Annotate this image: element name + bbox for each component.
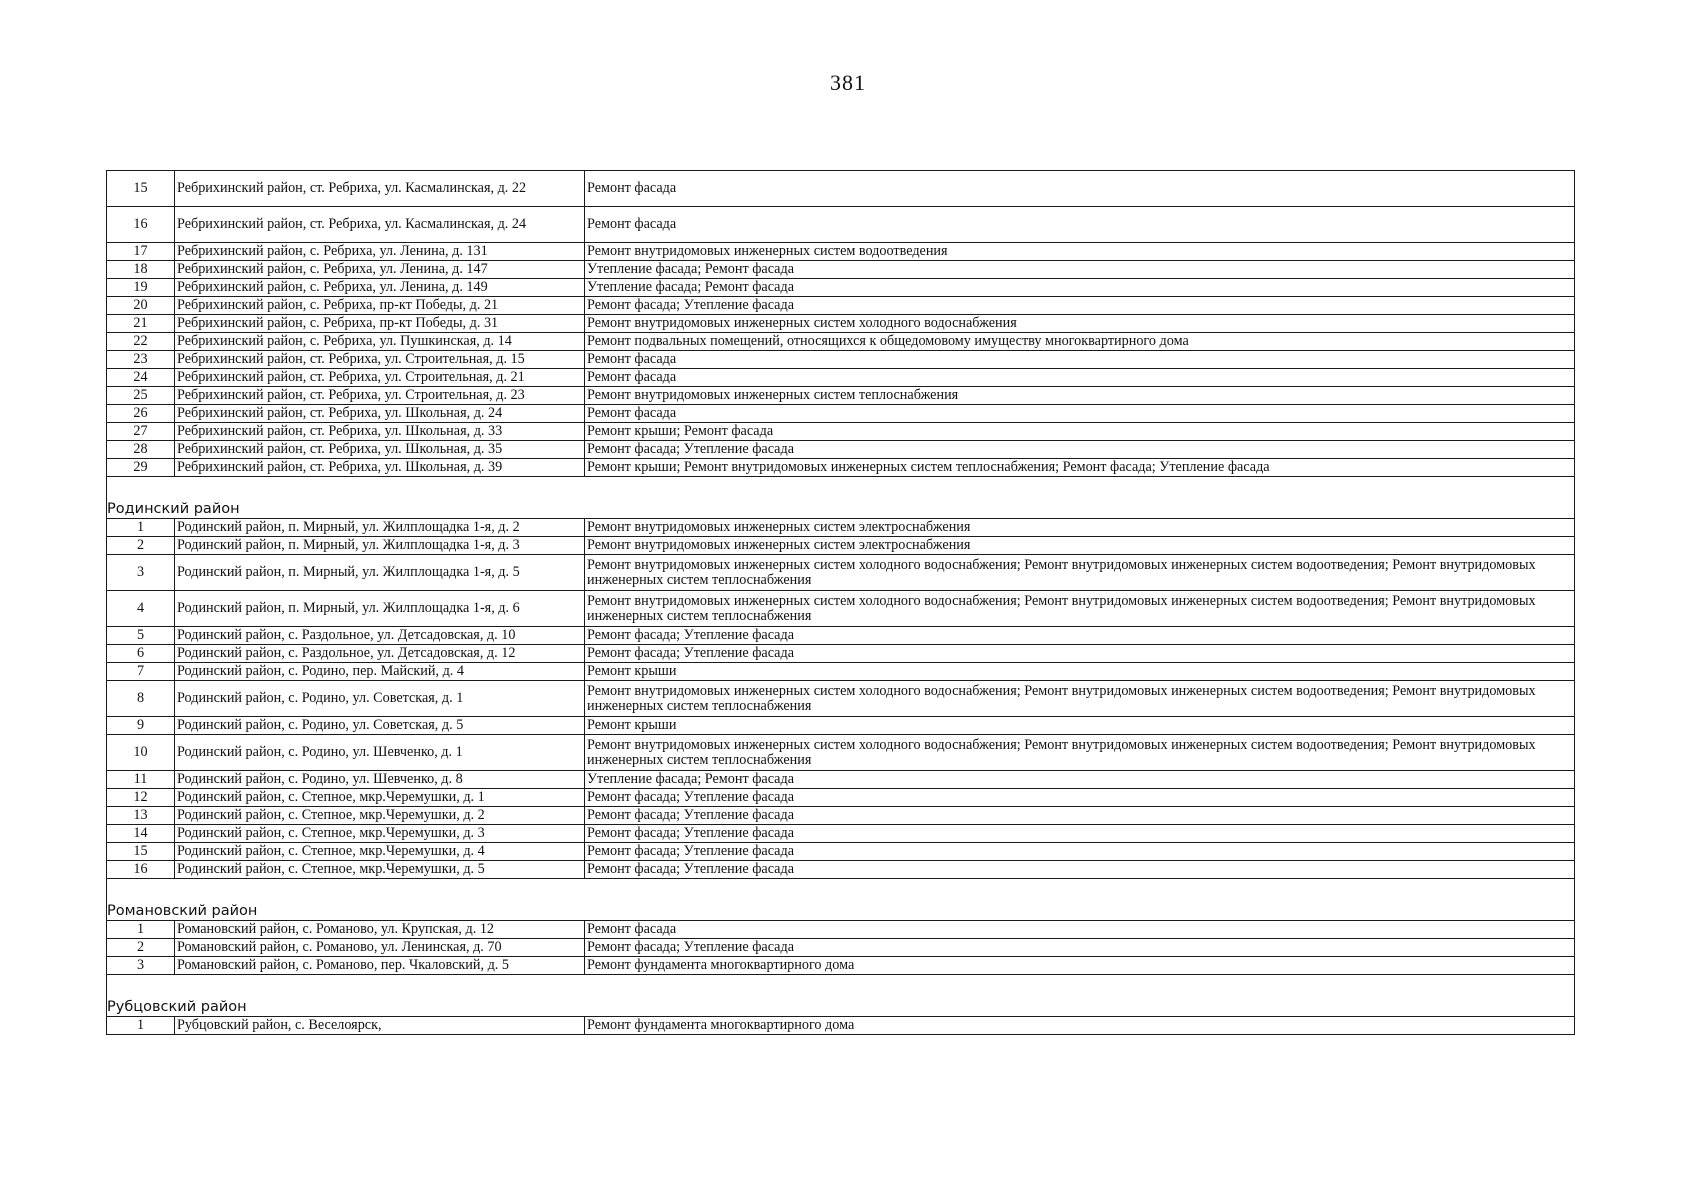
work-type-cell: Ремонт фасада; Утепление фасада xyxy=(585,825,1575,843)
work-type-cell: Ремонт фасада xyxy=(585,369,1575,387)
section-header-row xyxy=(107,477,1575,519)
row-number: 17 xyxy=(107,243,175,261)
address-cell: Ребрихинский район, с. Ребриха, ул. Пушкинская, д. 14 xyxy=(175,333,585,351)
row-number: 25 xyxy=(107,387,175,405)
work-type-cell: Ремонт фундамента многоквартирного дома xyxy=(585,1017,1575,1035)
table-row xyxy=(107,843,1575,861)
address-cell: Родинский район, с. Степное, мкр.Черемушки, д. 5 xyxy=(175,861,585,879)
row-number: 16 xyxy=(107,861,175,879)
row-number: 9 xyxy=(107,717,175,735)
address-cell: Романовский район, с. Романово, ул. Крупская, д. 12 xyxy=(175,921,585,939)
table-row xyxy=(107,789,1575,807)
work-type-cell: Ремонт фасада; Утепление фасада xyxy=(585,843,1575,861)
work-type-cell: Ремонт крыши xyxy=(585,663,1575,681)
table-row xyxy=(107,825,1575,843)
row-number: 18 xyxy=(107,261,175,279)
row-number: 20 xyxy=(107,297,175,315)
work-type-cell: Ремонт крыши; Ремонт фасада xyxy=(585,423,1575,441)
address-cell: Родинский район, с. Степное, мкр.Черемушки, д. 1 xyxy=(175,789,585,807)
row-number: 8 xyxy=(107,681,175,717)
row-number: 14 xyxy=(107,825,175,843)
address-cell: Родинский район, п. Мирный, ул. Жилплощадка 1-я, д. 2 xyxy=(175,519,585,537)
address-cell: Ребрихинский район, ст. Ребриха, ул. Касмалинская, д. 24 xyxy=(175,207,585,243)
section-title: Рубцовский район xyxy=(107,975,1575,1017)
work-type-cell: Ремонт внутридомовых инженерных систем холодного водоснабжения; Ремонт внутридомовых инженерных систем водоотведения; Ремонт внутридомовых инженерных систем теплоснабжения xyxy=(585,681,1575,717)
work-type-cell: Ремонт фасада; Утепление фасада xyxy=(585,807,1575,825)
address-cell: Родинский район, п. Мирный, ул. Жилплощадка 1-я, д. 3 xyxy=(175,537,585,555)
work-type-cell: Ремонт крыши xyxy=(585,717,1575,735)
work-type-cell: Ремонт фасада; Утепление фасада xyxy=(585,441,1575,459)
section-header-row xyxy=(107,975,1575,1017)
work-type-cell: Утепление фасада; Ремонт фасада xyxy=(585,261,1575,279)
row-number: 23 xyxy=(107,351,175,369)
table-row xyxy=(107,333,1575,351)
table-row xyxy=(107,441,1575,459)
capital-repair-table xyxy=(106,170,1575,1035)
table-row xyxy=(107,519,1575,537)
address-cell: Ребрихинский район, ст. Ребриха, ул. Школьная, д. 39 xyxy=(175,459,585,477)
address-cell: Ребрихинский район, с. Ребриха, ул. Ленина, д. 149 xyxy=(175,279,585,297)
work-type-cell: Ремонт внутридомовых инженерных систем холодного водоснабжения; Ремонт внутридомовых инженерных систем водоотведения; Ремонт внутридомовых инженерных систем теплоснабжения xyxy=(585,591,1575,627)
work-type-cell: Ремонт фасада xyxy=(585,351,1575,369)
row-number: 28 xyxy=(107,441,175,459)
table-row xyxy=(107,405,1575,423)
address-cell: Родинский район, с. Раздольное, ул. Детсадовская, д. 12 xyxy=(175,645,585,663)
table-row xyxy=(107,957,1575,975)
table-row xyxy=(107,921,1575,939)
row-number: 5 xyxy=(107,627,175,645)
table-row xyxy=(107,297,1575,315)
table-row xyxy=(107,663,1575,681)
row-number: 21 xyxy=(107,315,175,333)
row-number: 1 xyxy=(107,921,175,939)
table-row xyxy=(107,591,1575,627)
table-row xyxy=(107,171,1575,207)
row-number: 3 xyxy=(107,555,175,591)
address-cell: Ребрихинский район, с. Ребриха, пр-кт Победы, д. 31 xyxy=(175,315,585,333)
work-type-cell: Ремонт внутридомовых инженерных систем холодного водоснабжения xyxy=(585,315,1575,333)
table-row xyxy=(107,735,1575,771)
table-row xyxy=(107,627,1575,645)
section-title: Родинский район xyxy=(107,477,1575,519)
table-row xyxy=(107,771,1575,789)
address-cell: Родинский район, п. Мирный, ул. Жилплощадка 1-я, д. 5 xyxy=(175,555,585,591)
row-number: 22 xyxy=(107,333,175,351)
work-type-cell: Утепление фасада; Ремонт фасада xyxy=(585,279,1575,297)
work-type-cell: Ремонт фасада; Утепление фасада xyxy=(585,861,1575,879)
address-cell: Ребрихинский район, ст. Ребриха, ул. Строительная, д. 23 xyxy=(175,387,585,405)
table-row xyxy=(107,645,1575,663)
address-cell: Ребрихинский район, с. Ребриха, пр-кт Победы, д. 21 xyxy=(175,297,585,315)
address-cell: Родинский район, с. Родино, ул. Советская, д. 1 xyxy=(175,681,585,717)
address-cell: Ребрихинский район, с. Ребриха, ул. Ленина, д. 131 xyxy=(175,243,585,261)
row-number: 1 xyxy=(107,519,175,537)
address-cell: Родинский район, с. Родино, пер. Майский, д. 4 xyxy=(175,663,585,681)
address-cell: Родинский район, с. Родино, ул. Шевченко, д. 1 xyxy=(175,735,585,771)
table-row xyxy=(107,459,1575,477)
table-body xyxy=(107,171,1575,1035)
table-row xyxy=(107,207,1575,243)
work-type-cell: Ремонт внутридомовых инженерных систем теплоснабжения xyxy=(585,387,1575,405)
address-cell: Романовский район, с. Романово, пер. Чкаловский, д. 5 xyxy=(175,957,585,975)
row-number: 19 xyxy=(107,279,175,297)
address-cell: Ребрихинский район, ст. Ребриха, ул. Строительная, д. 15 xyxy=(175,351,585,369)
row-number: 6 xyxy=(107,645,175,663)
table-row xyxy=(107,243,1575,261)
table-row xyxy=(107,861,1575,879)
work-type-cell: Ремонт фасада xyxy=(585,405,1575,423)
address-cell: Ребрихинский район, ст. Ребриха, ул. Строительная, д. 21 xyxy=(175,369,585,387)
address-cell: Ребрихинский район, ст. Ребриха, ул. Школьная, д. 33 xyxy=(175,423,585,441)
table-row xyxy=(107,1017,1575,1035)
row-number: 4 xyxy=(107,591,175,627)
work-type-cell: Ремонт фундамента многоквартирного дома xyxy=(585,957,1575,975)
row-number: 13 xyxy=(107,807,175,825)
table-row xyxy=(107,807,1575,825)
table-row xyxy=(107,717,1575,735)
row-number: 12 xyxy=(107,789,175,807)
work-type-cell: Ремонт крыши; Ремонт внутридомовых инженерных систем теплоснабжения; Ремонт фасада; Утепление фасада xyxy=(585,459,1575,477)
table-row xyxy=(107,423,1575,441)
row-number: 3 xyxy=(107,957,175,975)
address-cell: Романовский район, с. Романово, ул. Ленинская, д. 70 xyxy=(175,939,585,957)
work-type-cell: Ремонт фасада; Утепление фасада xyxy=(585,627,1575,645)
table-row xyxy=(107,261,1575,279)
table-row xyxy=(107,555,1575,591)
address-cell: Родинский район, с. Раздольное, ул. Детсадовская, д. 10 xyxy=(175,627,585,645)
address-cell: Ребрихинский район, с. Ребриха, ул. Ленина, д. 147 xyxy=(175,261,585,279)
address-cell: Ребрихинский район, ст. Ребриха, ул. Школьная, д. 24 xyxy=(175,405,585,423)
table-row xyxy=(107,351,1575,369)
address-cell: Ребрихинский район, ст. Ребриха, ул. Школьная, д. 35 xyxy=(175,441,585,459)
work-type-cell: Ремонт подвальных помещений, относящихся к общедомовому имуществу многоквартирного дома xyxy=(585,333,1575,351)
row-number: 26 xyxy=(107,405,175,423)
address-cell: Родинский район, с. Степное, мкр.Черемушки, д. 2 xyxy=(175,807,585,825)
address-cell: Родинский район, с. Степное, мкр.Черемушки, д. 3 xyxy=(175,825,585,843)
work-type-cell: Ремонт фасада; Утепление фасада xyxy=(585,645,1575,663)
work-type-cell: Ремонт внутридомовых инженерных систем электроснабжения xyxy=(585,519,1575,537)
row-number: 15 xyxy=(107,171,175,207)
table-row xyxy=(107,681,1575,717)
row-number: 15 xyxy=(107,843,175,861)
work-type-cell: Ремонт внутридомовых инженерных систем холодного водоснабжения; Ремонт внутридомовых инженерных систем водоотведения; Ремонт внутридомовых инженерных систем теплоснабжения xyxy=(585,555,1575,591)
work-type-cell: Ремонт фасада; Утепление фасада xyxy=(585,297,1575,315)
row-number: 1 xyxy=(107,1017,175,1035)
row-number: 2 xyxy=(107,537,175,555)
address-cell: Родинский район, с. Родино, ул. Шевченко, д. 8 xyxy=(175,771,585,789)
row-number: 24 xyxy=(107,369,175,387)
work-type-cell: Ремонт фасада xyxy=(585,921,1575,939)
table-row xyxy=(107,369,1575,387)
row-number: 2 xyxy=(107,939,175,957)
table-row xyxy=(107,939,1575,957)
work-type-cell: Ремонт внутридомовых инженерных систем электроснабжения xyxy=(585,537,1575,555)
work-type-cell: Ремонт фасада xyxy=(585,171,1575,207)
page-number: 381 xyxy=(830,70,866,95)
row-number: 16 xyxy=(107,207,175,243)
table-row xyxy=(107,387,1575,405)
section-header-row xyxy=(107,879,1575,921)
table-row xyxy=(107,537,1575,555)
work-type-cell: Ремонт фасада; Утепление фасада xyxy=(585,939,1575,957)
address-cell: Родинский район, п. Мирный, ул. Жилплощадка 1-я, д. 6 xyxy=(175,591,585,627)
section-title: Романовский район xyxy=(107,879,1575,921)
row-number: 10 xyxy=(107,735,175,771)
row-number: 7 xyxy=(107,663,175,681)
address-cell: Рубцовский район, с. Веселоярск, xyxy=(175,1017,585,1035)
work-type-cell: Ремонт фасада; Утепление фасада xyxy=(585,789,1575,807)
work-type-cell: Утепление фасада; Ремонт фасада xyxy=(585,771,1575,789)
address-cell: Родинский район, с. Степное, мкр.Черемушки, д. 4 xyxy=(175,843,585,861)
address-cell: Ребрихинский район, ст. Ребриха, ул. Касмалинская, д. 22 xyxy=(175,171,585,207)
row-number: 29 xyxy=(107,459,175,477)
work-type-cell: Ремонт внутридомовых инженерных систем холодного водоснабжения; Ремонт внутридомовых инженерных систем водоотведения; Ремонт внутридомовых инженерных систем теплоснабжения xyxy=(585,735,1575,771)
work-type-cell: Ремонт внутридомовых инженерных систем водоотведения xyxy=(585,243,1575,261)
table-row xyxy=(107,279,1575,297)
row-number: 27 xyxy=(107,423,175,441)
address-cell: Родинский район, с. Родино, ул. Советская, д. 5 xyxy=(175,717,585,735)
row-number: 11 xyxy=(107,771,175,789)
table-row xyxy=(107,315,1575,333)
work-type-cell: Ремонт фасада xyxy=(585,207,1575,243)
